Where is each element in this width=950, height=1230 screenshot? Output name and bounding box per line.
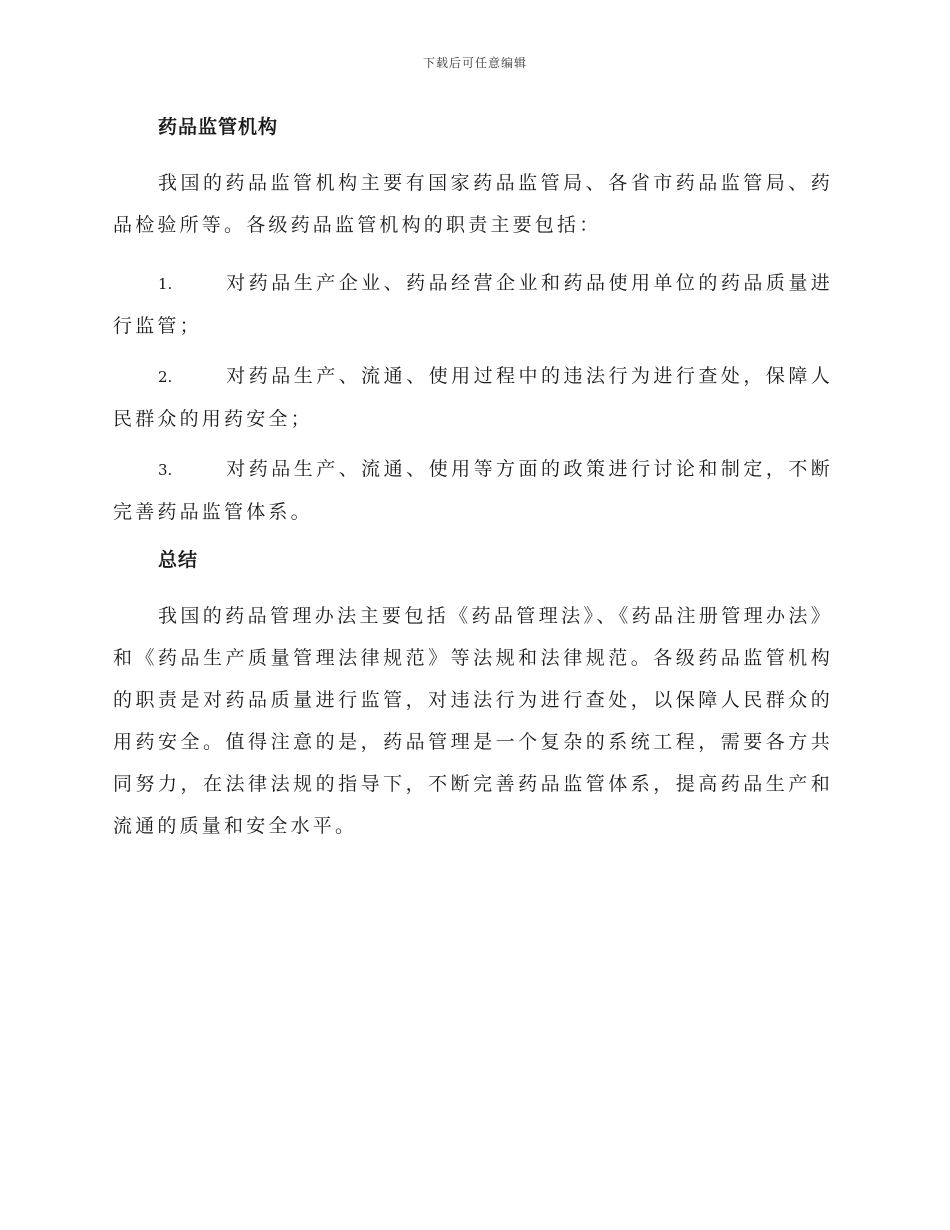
summary-paragraph: 我国的药品管理办法主要包括《药品管理法》、《药品注册管理办法》和《药品生产质量管理法律规范》等法规和法律规范。各级药品监管机构的职责是对药品质量进行监管，对违法行为进行查处，以保障人民群众的用药安全。值得注意的是，药品管理是一个复杂的系统工程，需要各方共同努力，在法律法规的指导下，不断完善药品监管体系，提高药品生产和流通的质量和安全水平。: [113, 605, 833, 837]
list-item-number: 2.: [158, 368, 173, 386]
document-body: [113, 108, 833, 853]
page-header-note: 下载后可任意编辑: [422, 56, 527, 70]
list-item: [113, 262, 833, 347]
list-item-text: 对药品生产企业、药品经营企业和药品使用单位的药品质量进行监管；: [113, 272, 833, 337]
list-item-text: 对药品生产、流通、使用过程中的违法行为进行查处，保障人民群众的用药安全；: [113, 365, 833, 430]
list-item-number: 3.: [158, 461, 173, 479]
list-item: [113, 448, 833, 533]
section-title-summary: 总结: [158, 549, 199, 571]
list-item-text: 对药品生产、流通、使用等方面的政策进行讨论和制定，不断完善药品监管体系。: [113, 458, 833, 523]
list-item-number: 1.: [158, 275, 173, 293]
section-title-regulatory-agencies: 药品监管机构: [158, 116, 279, 138]
section1-intro-paragraph: 我国的药品监管机构主要有国家药品监管局、各省市药品监管局、药品检验所等。各级药品监管机构的职责主要包括：: [113, 172, 833, 236]
list-item: [113, 355, 833, 440]
